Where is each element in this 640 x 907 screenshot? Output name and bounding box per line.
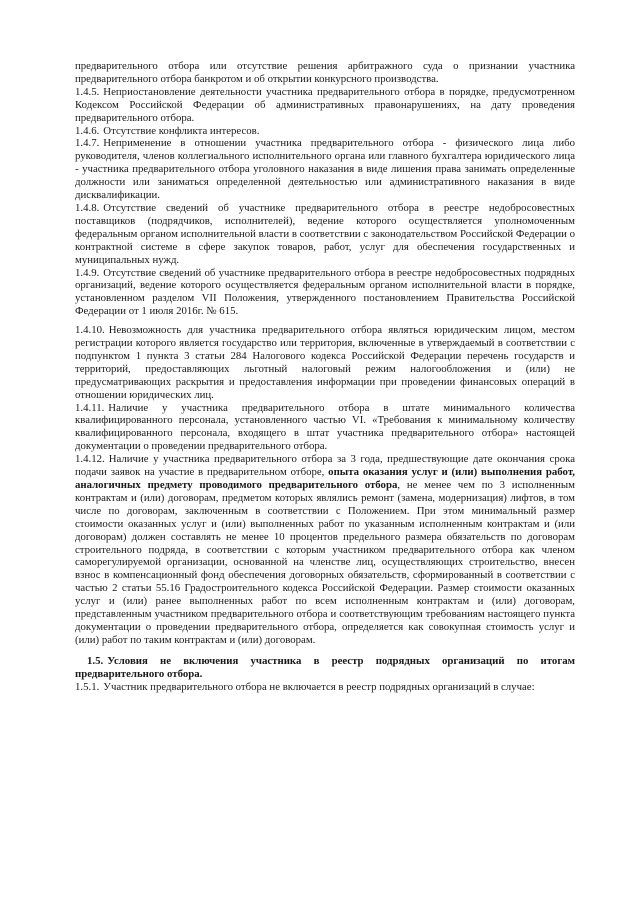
paragraph-text: Наличие у участника предварительного отбора в штате минимального количества квалифицированного персонала, установленного частью VI. «Требования к минимальному количеству квалифицированного персонала, входящего в штат участника предварительного отбора» настоящей документации о проведении предварительного отбора. <box>75 401 575 453</box>
paragraph-text-after: , не менее чем по 3 исполненным контрактам и (или) договорам, предметом которых являлись ремонт (замена, модернизация) лифтов, в том числе по договорам, заключенным в соответствии с Положением. При этом минимальный размер стоимости оказанных услуг и (или) выполненных работ по указанным исполненным контрактам и (или договорам) должен составлять не менее 10 процентов предельного размера обязательств по договорам строительного подряда, в соответствии с которым участником предварительного отбора как членом саморегулируемой организации, основанной на членстве лиц, осуществляющих строительство, внесен взнос в компенсационный фонд обеспечения договорных обязательств, сформированный в соответствии с частью 2 статьи 55.16 Градостроительного кодекса Российской Федерации. Размер стоимости оказанных услуг и (или) ранее выполненных работ по всем исполненным контрактам и (или) договорам, представленным участником предварительного отбора и соответствующим требованиям настоящего пункта документации о проведении предварительного отбора, определяется как совокупная стоимость услуг и (или) работ по таким контрактам и (или) договорам. <box>75 479 575 646</box>
paragraph-number: 1.5.1. <box>75 680 100 693</box>
paragraph-1-4-12 <box>75 453 575 647</box>
section-title: Условия не включения участника в реестр подрядных организаций по итогам предварительного отбора. <box>75 654 575 680</box>
paragraph-1-4-8 <box>75 202 575 267</box>
paragraph-1-4-9 <box>75 267 575 319</box>
paragraph-number: 1.4.7. <box>75 137 100 150</box>
paragraph-text: Отсутствие конфликта интересов. <box>103 124 260 137</box>
paragraph-text: Отсутствие сведений об участнике предварительного отбора в реестре недобросовестных подрядных организаций, ведение которого осуществляется федеральным органом исполнительной власти в порядке, установленном разделом VII Положения, утвержденного постановлением Правительства Российской Федерации от 1 июля 2016г. № 615. <box>75 266 575 318</box>
section-heading-1-5 <box>75 655 575 681</box>
paragraph-continuation <box>75 60 575 86</box>
paragraph-number: 1.4.6. <box>75 124 100 137</box>
paragraph-1-5-1 <box>75 681 575 694</box>
paragraph-text-before: Наличие у участника предварительного отбора за 3 года, предшествующие дате окончания срока подачи заявок на участие в предварительном отборе, <box>75 453 575 479</box>
paragraph-number: 1.4.9. <box>75 266 100 279</box>
paragraph-number: 1.4.10. <box>75 324 105 337</box>
paragraph-1-4-10 <box>75 324 575 401</box>
paragraph-text: Неприменение в отношении участника предварительного отбора - физического лица либо руководителя, членов коллегиального исполнительного органа или главного бухгалтера юридического лица - участника предварительного отбора уголовного наказания в виде лишения права занимать определенные должности или заниматься определенной деятельностью или административного наказания в виде дисквалификации. <box>75 137 575 202</box>
paragraph-number: 1.4.12. <box>75 453 105 466</box>
paragraph-text: Отсутствие сведений об участнике предварительного отбора в реестре недобросовестных поставщиков (подрядчиков, исполнителей), ведение которого осуществляется уполномоченным федеральным органом исполнительной власти в соответствии с законодательством Российской Федерации о контрактной системе в сфере закупок товаров, работ, услуг для обеспечения государственных и муниципальных нужд. <box>75 201 575 266</box>
paragraph-number: 1.4.5. <box>75 85 100 98</box>
section-number: 1.5. <box>87 654 104 667</box>
paragraph-1-4-6 <box>75 125 575 138</box>
document-page <box>75 60 575 694</box>
paragraph-text: Участник предварительного отбора не включается в реестр подрядных организаций в случае: <box>103 680 535 693</box>
paragraph-1-4-7 <box>75 137 575 202</box>
paragraph-1-4-5 <box>75 86 575 125</box>
paragraph-text-bold: опыта оказания услуг и (или) выполнения работ, аналогичных предмету проводимого предварительного отбора <box>75 466 576 491</box>
paragraph-text: Невозможность для участника предварительного отбора являться юридическим лицом, местом регистрации которого является государство или территория, включенные в утверждаемый в соответствии с подпунктом 1 пункта 3 статьи 284 Налогового кодекса Российской Федерации перечень государств и территорий, предоставляющих льготный налоговый режим налогообложения и (или) не предусматривающих раскрытия и предоставления информации при проведении финансовых операций в отношении юридических лиц. <box>75 324 575 401</box>
paragraph-number: 1.4.8. <box>75 201 100 214</box>
paragraph-number: 1.4.11. <box>75 401 105 414</box>
paragraph-text: предварительного отбора или отсутствие решения арбитражного суда о признании участника предварительного отбора банкротом и об открытии конкурсного производства. <box>75 60 575 85</box>
paragraph-text: Неприостановление деятельности участника предварительного отбора в порядке, предусмотренном Кодексом Российской Федерации об административных правонарушениях, на дату проведения предварительного отбора. <box>75 85 575 124</box>
paragraph-1-4-11 <box>75 402 575 454</box>
